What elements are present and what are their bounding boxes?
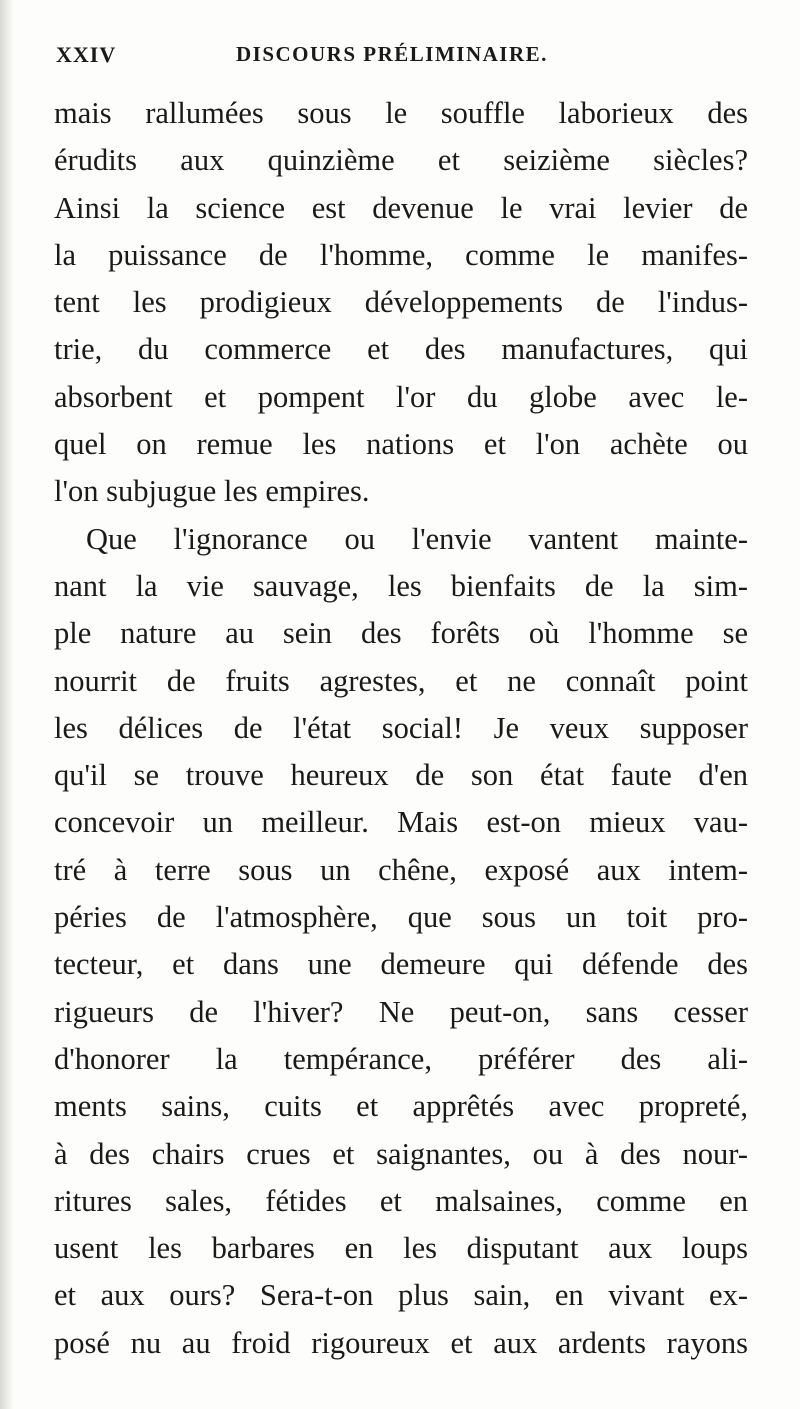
running-title: DISCOURS PRÉLIMINAIRE.	[236, 42, 548, 66]
running-header	[56, 42, 746, 82]
text-line: péries de l'atmosphère, que sous un toit pro-	[54, 900, 748, 935]
text-line: à des chairs crues et saignantes, ou à des nour-	[54, 1136, 748, 1171]
text-line: usent les barbares en les disputant aux loups	[54, 1231, 748, 1266]
text-line: trie, du commerce et des manufactures, qui	[54, 332, 748, 367]
text-line: ple nature au sein des forêts où l'homme se	[54, 616, 748, 651]
paragraph-start-line: Que l'ignorance ou l'envie vantent mainte-	[86, 521, 748, 556]
text-line: posé nu au froid rigoureux et aux ardents rayons	[54, 1325, 748, 1360]
page-number: XXIV	[56, 42, 117, 67]
text-line: tent les prodigieux développements de l'indus-	[54, 285, 748, 320]
text-line: ritures sales, fétides et malsaines, comme en	[54, 1183, 748, 1218]
text-line: tré à terre sous un chêne, exposé aux intem-	[54, 852, 748, 887]
text-line: absorbent et pompent l'or du globe avec le-	[54, 379, 748, 414]
text-line: les délices de l'état social! Je veux supposer	[54, 710, 748, 745]
text-line: tecteur, et dans une demeure qui défende des	[54, 947, 748, 982]
text-line: la puissance de l'homme, comme le manifes-	[54, 237, 748, 272]
body-text	[54, 90, 748, 1367]
paragraph-end-line: l'on subjugue les empires.	[54, 474, 370, 509]
text-line: qu'il se trouve heureux de son état faute d'en	[54, 758, 748, 793]
text-line: concevoir un meilleur. Mais est-on mieux vau-	[54, 805, 748, 840]
text-line: quel on remue les nations et l'on achète ou	[54, 427, 748, 462]
text-line: d'honorer la tempérance, préférer des ali-	[54, 1041, 748, 1076]
text-line: ments sains, cuits et apprêtés avec propreté,	[54, 1089, 748, 1124]
text-line: nant la vie sauvage, les bienfaits de la sim-	[54, 568, 748, 603]
text-line: Ainsi la science est devenue le vrai levier de	[54, 190, 748, 225]
page-gutter-shadow	[0, 0, 14, 1409]
text-line: nourrit de fruits agrestes, et ne connaît point	[54, 663, 748, 698]
text-line: érudits aux quinzième et seizième siècles?	[54, 143, 748, 178]
text-line: et aux ours? Sera-t-on plus sain, en vivant ex-	[54, 1278, 748, 1313]
text-line: rigueurs de l'hiver? Ne peut-on, sans cesser	[54, 994, 748, 1029]
text-line: mais rallumées sous le souffle laborieux des	[54, 96, 748, 130]
